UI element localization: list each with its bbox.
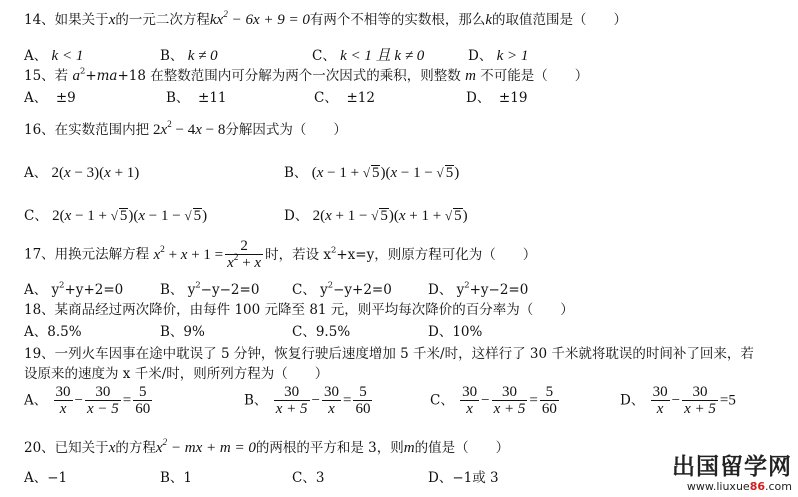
q14-var-x: x (108, 12, 116, 28)
q15-stem: 15、若 $a^2+ma+18$ 在整数范围内可分解为两个一次因式的乘积，则整数 m 不可能是（ ） (24, 65, 589, 84)
q18-option-c: C、9.5% (292, 324, 351, 340)
question-18-stem: 18、某商品经过两次降价，由每件 100 元降至 81 元，则平均每次降价的百分率为（ ） (24, 302, 574, 318)
q14-option-c: C、 k < 1 且 k ≠ 0 (312, 48, 425, 64)
q16-option-d-expr: 2(x + 1 − √ 5)(x + 1 + √ 5) (312, 208, 468, 224)
q16-option-b: B、 (x − 1 + √ 5)(x − 1 − √ 5) (284, 165, 460, 181)
q20-equation: $x^2$ − mx + m = 0 (155, 438, 256, 456)
site-watermark (672, 454, 792, 493)
question-16-stem (24, 118, 347, 139)
question-14-stem (24, 8, 627, 29)
q14-option-d: D、 k > 1 (468, 48, 529, 64)
watermark-url: www.liuxue86.com (686, 480, 792, 493)
q14-stem-pre: 14、如果关于 (24, 12, 109, 28)
q16-option-c-expr: 2(x − 1 + √ 5)(x − 1 − √ 5) (52, 208, 208, 224)
q16-option-c: C、 2(x − 1 + √ 5)(x − 1 − √ 5) (24, 208, 208, 224)
q17-option-d: D、 $y^2+y-2=0$ (428, 279, 529, 298)
q17-stem-post: 时，若设 $x^2+x=y$，则原方程可化为（ ） (265, 244, 537, 263)
q19-option-b: B、 $\frac{30}{x + 5}$ − $\frac{30}{x}$ = $\frac{5}{60}$ (244, 384, 371, 417)
q15-option-c: C、 ±12 (314, 90, 375, 106)
q18-option-d: D、10% (428, 324, 483, 340)
q19-option-d: D、 $\frac{30}{x}$ − $\frac{30}{x + 5}$ =5 (620, 384, 736, 417)
q19-option-c: C、 $\frac{30}{x}$ − $\frac{30}{x + 5}$ = $\frac{5}{60}$ (430, 384, 557, 417)
q17-option-c: C、 $y^2-y+2=0$ (292, 279, 392, 298)
q20-option-b: B、1 (160, 470, 193, 486)
q15-option-b: B、 ±11 (166, 90, 227, 106)
question-15-stem (24, 64, 588, 85)
q16-stem-pre: 16、在实数范围内把 (24, 122, 150, 138)
q17-stem-pre: 17、用换元法解方程 (24, 246, 150, 263)
q17-equation: $x^2 + x + 1$ = (153, 244, 224, 263)
q20-option-a: A、−1 (24, 470, 68, 486)
q14-option-b: B、 k ≠ 0 (160, 48, 218, 64)
q18-option-b: B、9% (160, 324, 205, 340)
q17-option-b: B、 $y^2-y-2=0$ (160, 279, 260, 298)
q17-option-a: A、 $y^2+y+2=0$ (24, 279, 124, 298)
q18-option-a: A、8.5% (24, 324, 82, 340)
q14-var-k: k (485, 12, 493, 28)
q16-option-d: D、 2(x + 1 − √ 5)(x + 1 + √ 5) (284, 208, 468, 224)
q15-option-a: A、 ±9 (24, 90, 76, 106)
q16-option-b-expr: (x − 1 + √ 5)(x − 1 − √ 5) (311, 165, 460, 181)
question-17-stem (24, 238, 536, 272)
q16-expression: $2x^2 - 4x - 8$ (149, 120, 226, 138)
q14-stem-post: 有两个不相等的实数根，那么 (309, 12, 486, 28)
question-19-stem-line1: 19、一列火车因事在途中耽误了 5 分钟，恢复行驶后速度增加 5 千米/时，这样行了 30 千米就将耽误的时间补了回来，若 (24, 346, 754, 362)
q14-equation: $kx^2 - 6x + 9 = 0$ (209, 10, 310, 28)
q14-stem-mid: 的一元二次方程 (115, 12, 210, 28)
q17-fraction: $\frac{2}{x^2 + x}$ (227, 238, 262, 271)
question-20-stem: 20、已知关于x的方程$x^2$ − mx + m = 0的两根的平方和是 3，则m的值是（ ） (24, 438, 510, 456)
q16-option-a-expr: 2(x − 3)(x + 1) (51, 165, 140, 181)
watermark-title: 出国留学网 (672, 454, 792, 480)
q14-option-a: A、 k < 1 (24, 48, 84, 64)
question-19-stem-line2: 设原来的速度为 x 千米/时，则所列方程为（ ） (24, 366, 329, 382)
q20-option-d: D、−1或 3 (428, 470, 499, 486)
q17-frac-den: $x^2 + x$ (227, 253, 262, 271)
q20-option-c: C、3 (292, 470, 325, 486)
q15-option-d: D、 ±19 (466, 90, 528, 106)
q19-option-a: A、 $\frac{30}{x}$ − $\frac{30}{x - 5}$ = $\frac{5}{60}$ (24, 384, 151, 417)
q16-stem-post: 分解因式为（ ） (225, 122, 347, 138)
q16-option-a: A、 2(x − 3)(x + 1) (24, 165, 140, 181)
q14-stem-end: 的取值范围是（ ） (492, 12, 628, 28)
